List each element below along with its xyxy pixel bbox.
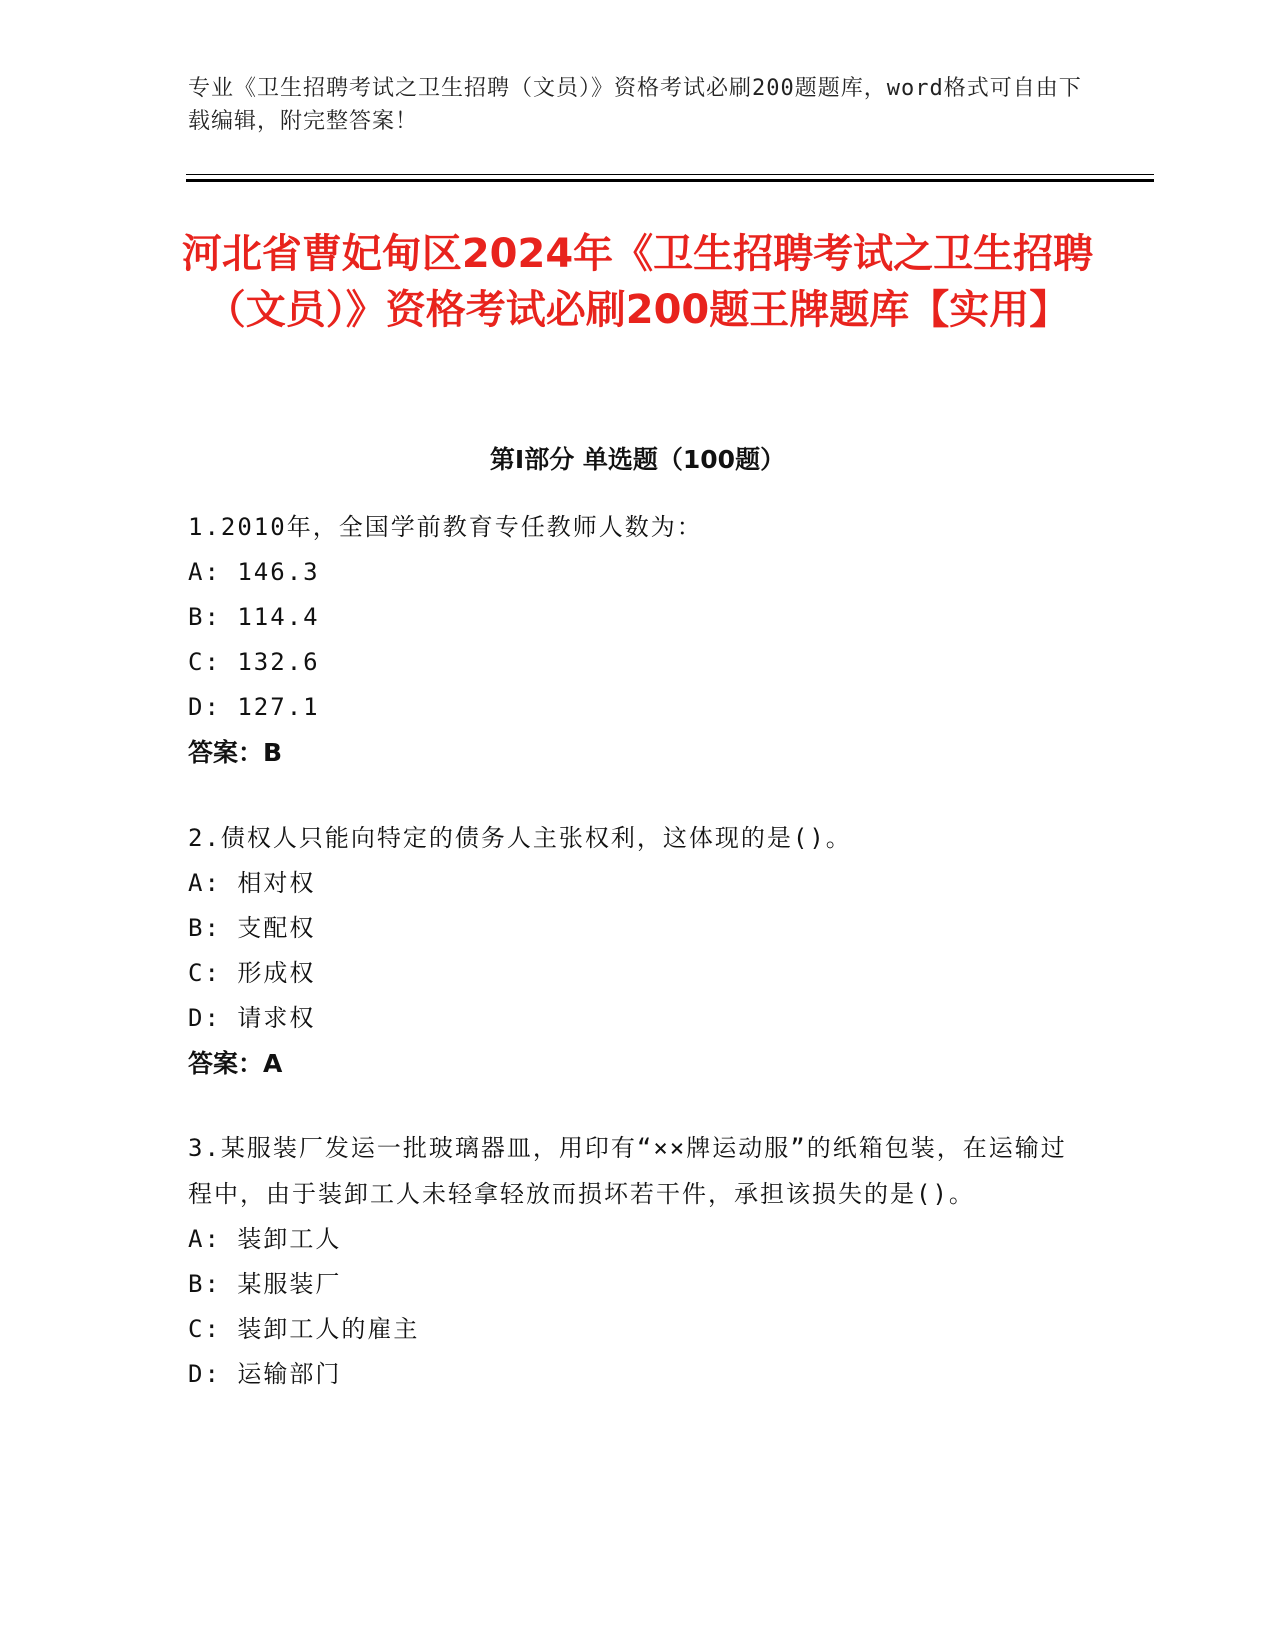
document-title: 河北省曹妃甸区2024年《卫生招聘考试之卫生招聘（文员）》资格考试必刷200题王牌题库【实用】 <box>181 231 1094 333</box>
answer: 答案：B <box>188 738 283 767</box>
section-heading: 第Ⅰ部分 单选题（100题） <box>489 445 786 474</box>
option-a: A: 146.3 <box>188 558 320 586</box>
question-stem: 1.2010年，全国学前教育专任教师人数为： <box>188 513 703 541</box>
option-b: B: 支配权 <box>188 914 316 942</box>
option-b: B: 114.4 <box>188 603 320 631</box>
option-a: A: 相对权 <box>188 869 316 897</box>
header-note: 专业《卫生招聘考试之卫生招聘（文员）》资格考试必刷200题题库，word格式可自由下载编辑，附完整答案！ <box>188 76 1082 134</box>
question-stem: 3.某服装厂发运一批玻璃器皿，用印有“××牌运动服”的纸箱包装，在运输过程中，由于装卸工人未轻拿轻放而损坏若干件，承担该损失的是()。 <box>188 1134 1067 1208</box>
header-divider-thick <box>186 179 1154 182</box>
option-d: D: 请求权 <box>188 1004 316 1032</box>
option-d: D: 127.1 <box>188 693 320 721</box>
option-c: C: 132.6 <box>188 648 320 676</box>
option-c: C: 形成权 <box>188 959 316 987</box>
answer: 答案：A <box>188 1049 283 1078</box>
question-1 <box>188 504 1068 776</box>
option-c: C: 装卸工人的雇主 <box>188 1315 420 1343</box>
option-b: B: 某服装厂 <box>188 1270 342 1298</box>
question-3 <box>188 1125 1068 1397</box>
question-2 <box>188 815 1068 1087</box>
option-a: A: 装卸工人 <box>188 1225 342 1253</box>
option-d: D: 运输部门 <box>188 1360 342 1388</box>
question-stem: 2.债权人只能向特定的债务人主张权利，这体现的是()。 <box>188 824 852 852</box>
header-divider-thin <box>186 174 1154 175</box>
